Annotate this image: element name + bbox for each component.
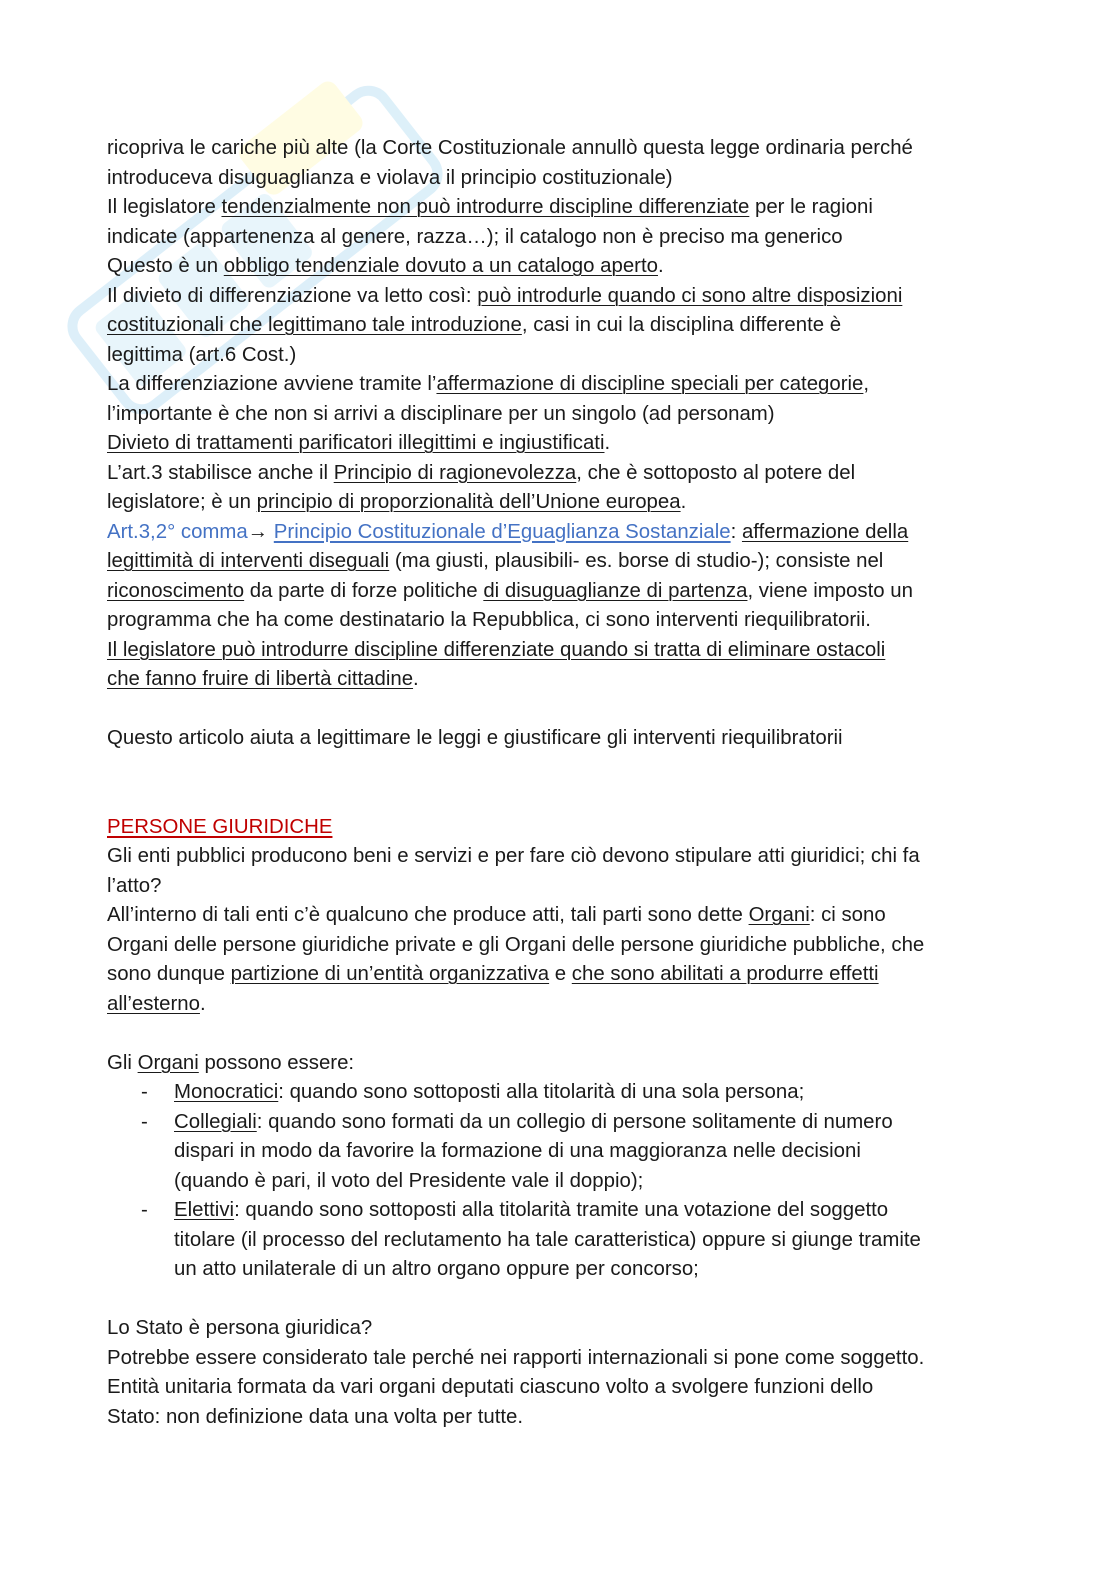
dash-bullet: - xyxy=(141,1110,148,1133)
text-line: Organi delle persone giuridiche private e gli Organi delle persone giuridiche pubbliche, che xyxy=(107,933,925,956)
list-item: - Elettivi: quando sono sottoposti alla titolarità tramite una votazione del soggetto titolare (il processo del reclutamento ha tale caratteristica) oppure si giunge tramite un atto unilaterale di un altro organo oppure per concorso; xyxy=(107,1196,1007,1285)
text-line: costituzionali che legittimano tale introduzione, casi in cui la disciplina differente è xyxy=(107,314,842,336)
text-line: all’esterno. xyxy=(107,992,206,1015)
text-line: Divieto di trattamenti parificatori illegittimi e ingiustificati. xyxy=(107,432,611,454)
arrow-icon: → xyxy=(247,520,274,543)
text-line: Entità unitaria formata da vari organi deputati ciascuno volto a svolgere funzioni dello xyxy=(107,1376,874,1398)
list-item: - Collegiali: quando sono formati da un collegio di persone solitamente di numero dispari in modo da favorire la formazione di una maggioranza nelle decisioni (quando è pari, il voto del Presidente vale il doppio); xyxy=(107,1108,1007,1197)
text-line: l’atto? xyxy=(107,874,162,897)
text-line: Gli enti pubblici producono beni e servizi e per fare ciò devono stipulare atti giuridici; chi fa xyxy=(107,845,920,867)
text-line: La differenziazione avviene tramite l’affermazione di discipline speciali per categorie, xyxy=(107,373,870,395)
text-line: L’art.3 stabilisce anche il Principio di ragionevolezza, che è sottoposto al potere del xyxy=(107,461,856,484)
text-line: sono dunque partizione di un’entità organizzativa e che sono abilitati a produrre effetti xyxy=(107,963,879,985)
text-line: All’interno di tali enti c’è qualcuno che produce atti, tali parti sono dette Organi: ci sono xyxy=(107,904,886,926)
text-line: Il legislatore tendenzialmente non può introdurre discipline differenziate per le ragioni xyxy=(107,196,873,218)
text-line: Lo Stato è persona giuridica? xyxy=(107,1317,373,1339)
text-line: l’importante è che non si arrivi a disciplinare per un singolo (ad personam) xyxy=(107,402,775,425)
dash-bullet: - xyxy=(141,1081,148,1103)
list-item: - Monocratici: quando sono sottoposti alla titolarità di una sola persona; xyxy=(107,1078,1007,1108)
text-line: Il divieto di differenziazione va letto così: può introdurle quando ci sono altre disposizioni xyxy=(107,284,903,307)
text-line: introduceva disuguaglianza e violava il principio costituzionale) xyxy=(107,166,673,189)
document-page xyxy=(107,134,1007,1432)
text-line: Gli Organi possono essere: xyxy=(107,1051,355,1074)
text-line: legittima (art.6 Cost.) xyxy=(107,343,297,366)
section-title: PERSONE GIURIDICHE xyxy=(107,815,333,838)
dash-bullet: - xyxy=(141,1199,148,1221)
text-line: indicate (appartenenza al genere, razza…); il catalogo non è preciso ma generico xyxy=(107,225,843,248)
text-line: riconoscimento da parte di forze politiche di disuguaglianze di partenza, viene imposto un xyxy=(107,579,913,602)
text-line: programma che ha come destinatario la Repubblica, ci sono interventi riequilibratorii. xyxy=(107,609,871,631)
text-line: Potrebbe essere considerato tale perché nei rapporti internazionali si pone come soggetto. xyxy=(107,1346,925,1369)
text-line: Questo è un obbligo tendenziale dovuto a un catalogo aperto. xyxy=(107,255,664,277)
text-line: legittimità di interventi diseguali (ma giusti, plausibili- es. borse di studio-); consiste nel xyxy=(107,550,884,572)
text-line: Questo articolo aiuta a legittimare le leggi e giustificare gli interventi riequilibratorii xyxy=(107,727,843,749)
text-line: legislatore; è un principio di proporzionalità dell’Unione europea. xyxy=(107,491,687,513)
text-line: che fanno fruire di libertà cittadine. xyxy=(107,668,419,690)
text-line: Art.3,2° comma→ Principio Costituzionale d’Eguaglianza Sostanziale: affermazione della xyxy=(107,520,909,543)
text-line: Stato: non definizione data una volta per tutte. xyxy=(107,1405,524,1428)
text-line: Il legislatore può introdurre discipline differenziate quando si tratta di eliminare ostacoli xyxy=(107,638,886,661)
text-line: ricopriva le cariche più alte (la Corte Costituzionale annullò questa legge ordinaria perché xyxy=(107,137,913,159)
